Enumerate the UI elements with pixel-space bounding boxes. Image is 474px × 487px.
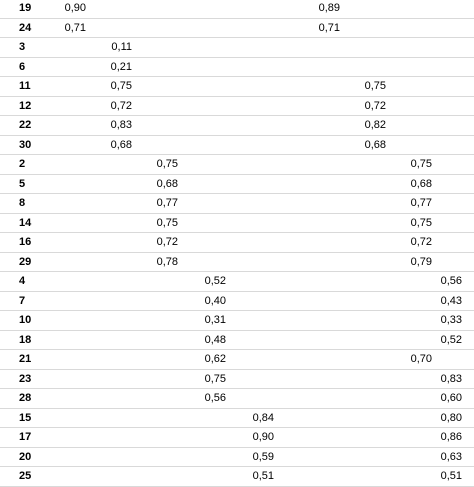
loading-cell-col-5	[226, 155, 274, 175]
loading-cell-col-1	[60, 408, 86, 428]
loading-cell-col-2	[86, 467, 132, 487]
loading-cell-col-6	[274, 389, 340, 409]
loading-cell-col-7	[340, 428, 386, 448]
loading-cell-col-1	[60, 135, 86, 155]
loading-cell-col-4: 0,75	[178, 369, 226, 389]
loading-cell-col-3	[132, 135, 178, 155]
loading-cell-col-7: 0,75	[340, 77, 386, 97]
loading-cell-col-7	[340, 389, 386, 409]
loading-cell-col-5	[226, 194, 274, 214]
loading-cell-col-8	[386, 291, 432, 311]
row-item-number: 12	[0, 96, 60, 116]
loading-cell-col-6	[274, 272, 340, 292]
loading-cell-col-4	[178, 467, 226, 487]
loading-cell-col-6	[274, 291, 340, 311]
row-item-number: 14	[0, 213, 60, 233]
table-row	[0, 174, 474, 194]
loading-cell-col-1	[60, 116, 86, 136]
loading-cell-col-8	[386, 389, 432, 409]
loading-cell-col-5	[226, 350, 274, 370]
row-item-number: 3	[0, 38, 60, 58]
loading-cell-col-9: 0,51	[432, 467, 474, 487]
row-item-number: 11	[0, 77, 60, 97]
loading-cell-col-9	[432, 38, 474, 58]
loading-cell-col-3: 0,75	[132, 155, 178, 175]
loading-cell-col-5	[226, 57, 274, 77]
loading-cell-col-8	[386, 77, 432, 97]
loading-cell-col-4	[178, 174, 226, 194]
loading-cell-col-9	[432, 350, 474, 370]
loading-cell-col-5: 0,51	[226, 467, 274, 487]
loading-cell-col-6	[274, 233, 340, 253]
loading-cell-col-3	[132, 408, 178, 428]
loading-cell-col-8	[386, 369, 432, 389]
loading-cell-col-3	[132, 0, 178, 18]
loading-cell-col-8	[386, 18, 432, 38]
loading-cell-col-8: 0,77	[386, 194, 432, 214]
loading-cell-col-3	[132, 389, 178, 409]
loading-cell-col-5: 0,59	[226, 447, 274, 467]
loading-cell-col-5	[226, 291, 274, 311]
loading-cell-col-2	[86, 272, 132, 292]
loading-cell-col-4: 0,31	[178, 311, 226, 331]
loading-cell-col-6: 0,71	[274, 18, 340, 38]
loading-cell-col-9	[432, 155, 474, 175]
loading-cell-col-8	[386, 0, 432, 18]
loading-cell-col-8: 0,75	[386, 213, 432, 233]
loading-cell-col-7	[340, 350, 386, 370]
row-item-number: 5	[0, 174, 60, 194]
loading-cell-col-8: 0,72	[386, 233, 432, 253]
loading-cell-col-5: 0,90	[226, 428, 274, 448]
loading-cell-col-5	[226, 174, 274, 194]
row-item-number: 29	[0, 252, 60, 272]
loading-cell-col-2	[86, 194, 132, 214]
loading-cell-col-6	[274, 311, 340, 331]
loading-cell-col-9	[432, 174, 474, 194]
loading-cell-col-7	[340, 57, 386, 77]
loading-cell-col-3	[132, 291, 178, 311]
loading-cell-col-1	[60, 77, 86, 97]
loading-cell-col-4	[178, 194, 226, 214]
loading-cell-col-1: 0,90	[60, 0, 86, 18]
loading-cell-col-6	[274, 350, 340, 370]
loading-cell-col-9	[432, 18, 474, 38]
loading-cell-col-6	[274, 408, 340, 428]
loading-cell-col-5	[226, 38, 274, 58]
loading-cell-col-5	[226, 0, 274, 18]
loading-cell-col-9	[432, 0, 474, 18]
loading-cell-col-6	[274, 135, 340, 155]
loading-cell-col-8	[386, 272, 432, 292]
loading-cell-col-1	[60, 155, 86, 175]
loading-cell-col-6	[274, 369, 340, 389]
loading-cell-col-5	[226, 213, 274, 233]
loading-cell-col-2: 0,68	[86, 135, 132, 155]
loading-cell-col-2	[86, 330, 132, 350]
loading-cell-col-9	[432, 57, 474, 77]
loading-cell-col-7	[340, 194, 386, 214]
loading-cell-col-3	[132, 369, 178, 389]
loading-cell-col-1	[60, 272, 86, 292]
loading-cell-col-7	[340, 272, 386, 292]
loading-cell-col-9	[432, 96, 474, 116]
loading-cell-col-8	[386, 428, 432, 448]
loading-cell-col-1	[60, 194, 86, 214]
loading-cell-col-1	[60, 174, 86, 194]
row-item-number: 24	[0, 18, 60, 38]
loading-cell-col-6	[274, 252, 340, 272]
loading-cell-col-2	[86, 0, 132, 18]
loading-cell-col-5	[226, 135, 274, 155]
row-item-number: 10	[0, 311, 60, 331]
loading-cell-col-6	[274, 174, 340, 194]
loading-cell-col-3	[132, 311, 178, 331]
loading-cell-col-8: 0,70	[386, 350, 432, 370]
loading-cell-col-9: 0,43	[432, 291, 474, 311]
loading-cell-col-4	[178, 77, 226, 97]
loading-cell-col-6	[274, 38, 340, 58]
loading-cell-col-2: 0,72	[86, 96, 132, 116]
loading-cell-col-3: 0,72	[132, 233, 178, 253]
row-item-number: 22	[0, 116, 60, 136]
loading-cell-col-9: 0,86	[432, 428, 474, 448]
loading-cell-col-7	[340, 38, 386, 58]
loading-cell-col-4: 0,52	[178, 272, 226, 292]
loading-cell-col-9	[432, 135, 474, 155]
loading-cell-col-3	[132, 38, 178, 58]
loading-cell-col-5	[226, 233, 274, 253]
loading-cell-col-5	[226, 311, 274, 331]
table-row	[0, 311, 474, 331]
row-item-number: 8	[0, 194, 60, 214]
loading-cell-col-3	[132, 447, 178, 467]
loading-cell-col-8	[386, 38, 432, 58]
loading-cell-col-5	[226, 96, 274, 116]
loading-cell-col-1	[60, 467, 86, 487]
loading-cell-col-4	[178, 408, 226, 428]
table-row	[0, 116, 474, 136]
loading-cell-col-5	[226, 252, 274, 272]
loading-cell-col-7	[340, 213, 386, 233]
loading-cell-col-8: 0,75	[386, 155, 432, 175]
loading-cell-col-7	[340, 18, 386, 38]
loading-cell-col-3	[132, 96, 178, 116]
loading-cell-col-2	[86, 408, 132, 428]
loading-cell-col-4	[178, 252, 226, 272]
table-row	[0, 389, 474, 409]
loading-cell-col-9: 0,80	[432, 408, 474, 428]
loading-cell-col-7	[340, 408, 386, 428]
loading-cell-col-7	[340, 252, 386, 272]
loading-cell-col-3: 0,78	[132, 252, 178, 272]
loading-cell-col-9	[432, 194, 474, 214]
loading-cell-col-3	[132, 467, 178, 487]
loading-cell-col-2	[86, 311, 132, 331]
loading-cell-col-1	[60, 330, 86, 350]
loading-cell-col-5	[226, 272, 274, 292]
table-row	[0, 213, 474, 233]
table-row	[0, 428, 474, 448]
loading-cell-col-3	[132, 18, 178, 38]
table-row	[0, 350, 474, 370]
loading-cell-col-1	[60, 389, 86, 409]
loading-cell-col-7	[340, 447, 386, 467]
loading-cell-col-4: 0,62	[178, 350, 226, 370]
loading-cell-col-2: 0,83	[86, 116, 132, 136]
loading-cell-col-6	[274, 116, 340, 136]
loading-cell-col-2	[86, 155, 132, 175]
row-item-number: 16	[0, 233, 60, 253]
table-row	[0, 96, 474, 116]
loading-cell-col-1	[60, 213, 86, 233]
loading-cell-col-9: 0,83	[432, 369, 474, 389]
loading-cell-col-9: 0,63	[432, 447, 474, 467]
table-row	[0, 369, 474, 389]
loading-cell-col-3: 0,75	[132, 213, 178, 233]
loading-cell-col-4	[178, 116, 226, 136]
loading-cell-col-2	[86, 389, 132, 409]
loading-cell-col-4	[178, 57, 226, 77]
loading-cell-col-9: 0,33	[432, 311, 474, 331]
loading-cell-col-6	[274, 57, 340, 77]
loading-cell-col-4: 0,56	[178, 389, 226, 409]
loading-cell-col-8	[386, 57, 432, 77]
loading-cell-col-5	[226, 18, 274, 38]
loading-cell-col-6	[274, 194, 340, 214]
loading-cell-col-2	[86, 252, 132, 272]
loading-cell-col-8	[386, 135, 432, 155]
loading-cell-col-8	[386, 330, 432, 350]
loading-cell-col-1	[60, 428, 86, 448]
loading-cell-col-2	[86, 447, 132, 467]
loading-cell-col-4	[178, 96, 226, 116]
table-row	[0, 233, 474, 253]
loading-cell-col-2	[86, 369, 132, 389]
loading-cell-col-6	[274, 96, 340, 116]
loading-cell-col-7	[340, 0, 386, 18]
loading-cell-col-6	[274, 428, 340, 448]
loading-cell-col-5	[226, 369, 274, 389]
loading-cell-col-8	[386, 447, 432, 467]
table-row	[0, 447, 474, 467]
table-row	[0, 330, 474, 350]
loading-cell-col-9	[432, 252, 474, 272]
loading-cell-col-7	[340, 311, 386, 331]
row-item-number: 17	[0, 428, 60, 448]
loading-cell-col-2	[86, 350, 132, 370]
loading-cell-col-9	[432, 233, 474, 253]
loading-cell-col-3: 0,68	[132, 174, 178, 194]
loading-cell-col-7	[340, 291, 386, 311]
loading-cell-col-3	[132, 57, 178, 77]
loading-cell-col-1	[60, 57, 86, 77]
loading-cell-col-5	[226, 330, 274, 350]
table-row	[0, 155, 474, 175]
loading-cell-col-4: 0,48	[178, 330, 226, 350]
loading-cell-col-4	[178, 447, 226, 467]
loading-cell-col-6	[274, 77, 340, 97]
loading-cell-col-7	[340, 233, 386, 253]
loading-cell-col-2	[86, 213, 132, 233]
row-item-number: 21	[0, 350, 60, 370]
loading-cell-col-8	[386, 311, 432, 331]
table-row	[0, 18, 474, 38]
loading-cell-col-6	[274, 155, 340, 175]
table-row	[0, 0, 474, 18]
loading-cell-col-7: 0,68	[340, 135, 386, 155]
row-item-number: 18	[0, 330, 60, 350]
loading-cell-col-9: 0,52	[432, 330, 474, 350]
table-row	[0, 408, 474, 428]
loading-cell-col-7	[340, 174, 386, 194]
loading-cell-col-4	[178, 18, 226, 38]
row-item-number: 23	[0, 369, 60, 389]
loading-cell-col-4	[178, 213, 226, 233]
row-item-number: 7	[0, 291, 60, 311]
loading-cell-col-6	[274, 330, 340, 350]
loading-cell-col-3	[132, 350, 178, 370]
loading-cell-col-1	[60, 38, 86, 58]
loading-cell-col-5	[226, 116, 274, 136]
row-item-number: 15	[0, 408, 60, 428]
loading-cell-col-5: 0,84	[226, 408, 274, 428]
loading-cell-col-2	[86, 291, 132, 311]
table-row	[0, 252, 474, 272]
row-item-number: 20	[0, 447, 60, 467]
loading-cell-col-2	[86, 174, 132, 194]
loading-cell-col-2	[86, 18, 132, 38]
loading-cell-col-1	[60, 369, 86, 389]
loading-cell-col-6	[274, 447, 340, 467]
loading-cell-col-1	[60, 447, 86, 467]
row-item-number: 25	[0, 467, 60, 487]
loading-cell-col-6	[274, 213, 340, 233]
table-row	[0, 57, 474, 77]
loading-cell-col-7	[340, 467, 386, 487]
loading-cell-col-2: 0,75	[86, 77, 132, 97]
loading-cell-col-8: 0,68	[386, 174, 432, 194]
row-item-number: 28	[0, 389, 60, 409]
row-item-number: 19	[0, 0, 60, 18]
loading-cell-col-8	[386, 467, 432, 487]
loading-cell-col-4	[178, 135, 226, 155]
loading-cell-col-9	[432, 77, 474, 97]
loading-cell-col-8	[386, 408, 432, 428]
loading-cell-col-8: 0,79	[386, 252, 432, 272]
loading-cell-col-5	[226, 77, 274, 97]
loading-cell-col-9	[432, 213, 474, 233]
loading-cell-col-4	[178, 428, 226, 448]
loading-cell-col-1	[60, 96, 86, 116]
loading-cell-col-4	[178, 0, 226, 18]
loading-cell-col-6	[274, 467, 340, 487]
loading-cell-col-5	[226, 389, 274, 409]
loading-cell-col-7	[340, 330, 386, 350]
loading-cell-col-9: 0,56	[432, 272, 474, 292]
loading-cell-col-6: 0,89	[274, 0, 340, 18]
loading-cell-col-7	[340, 369, 386, 389]
table-row	[0, 135, 474, 155]
loading-cell-col-9	[432, 116, 474, 136]
table-row	[0, 38, 474, 58]
loading-cell-col-1	[60, 233, 86, 253]
row-item-number: 4	[0, 272, 60, 292]
loading-cell-col-4	[178, 38, 226, 58]
row-item-number: 2	[0, 155, 60, 175]
loading-cell-col-1: 0,71	[60, 18, 86, 38]
loading-cell-col-7	[340, 155, 386, 175]
loading-cell-col-2	[86, 428, 132, 448]
loading-cell-col-8	[386, 96, 432, 116]
table-row	[0, 194, 474, 214]
loading-cell-col-3: 0,77	[132, 194, 178, 214]
table-row	[0, 291, 474, 311]
loading-cell-col-4: 0,40	[178, 291, 226, 311]
loading-cell-col-3	[132, 116, 178, 136]
row-item-number: 30	[0, 135, 60, 155]
loading-cell-col-3	[132, 428, 178, 448]
loading-cell-col-1	[60, 291, 86, 311]
loading-cell-col-4	[178, 233, 226, 253]
loading-cell-col-9: 0,60	[432, 389, 474, 409]
loading-cell-col-7: 0,72	[340, 96, 386, 116]
table-row	[0, 272, 474, 292]
row-item-number: 6	[0, 57, 60, 77]
loading-cell-col-8	[386, 116, 432, 136]
loading-cell-col-3	[132, 77, 178, 97]
loading-cell-col-1	[60, 311, 86, 331]
loading-cell-col-3	[132, 272, 178, 292]
loading-cell-col-3	[132, 330, 178, 350]
loading-cell-col-2: 0,11	[86, 38, 132, 58]
table-row	[0, 77, 474, 97]
loading-cell-col-7: 0,82	[340, 116, 386, 136]
loading-cell-col-2: 0,21	[86, 57, 132, 77]
loading-cell-col-1	[60, 252, 86, 272]
loading-cell-col-1	[60, 350, 86, 370]
table-row	[0, 467, 474, 487]
loading-cell-col-4	[178, 155, 226, 175]
loading-cell-col-2	[86, 233, 132, 253]
